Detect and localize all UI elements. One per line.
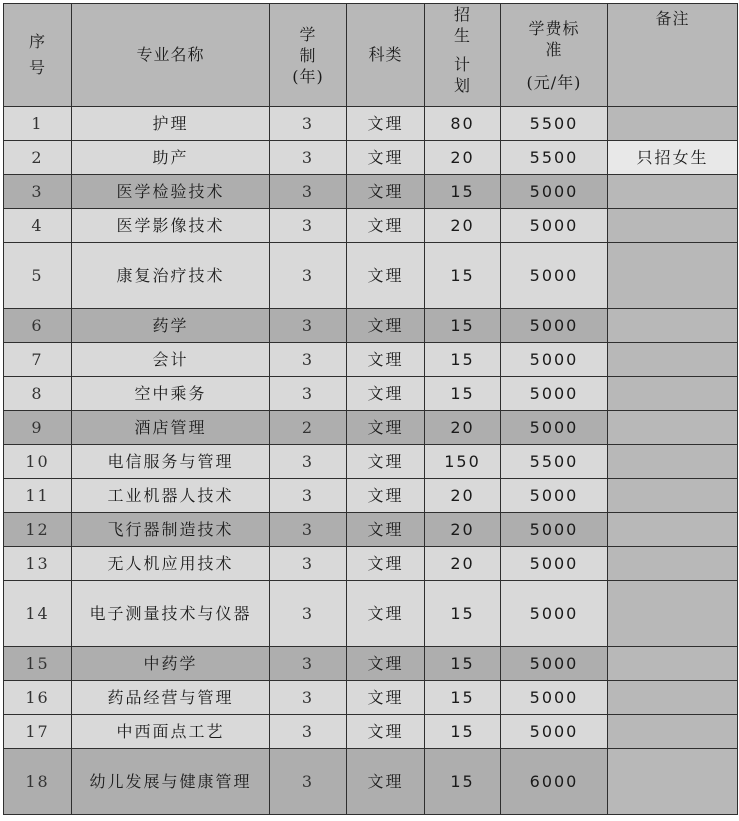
cell-major: 酒店管理 — [72, 411, 270, 445]
cell-years: 3 — [270, 175, 347, 209]
cell-category: 文理 — [347, 513, 425, 547]
cell-years: 3 — [270, 513, 347, 547]
cell-years: 3 — [270, 209, 347, 243]
cell-plan: 20 — [425, 547, 501, 581]
cell-category: 文理 — [347, 175, 425, 209]
cell-major: 中药学 — [72, 647, 270, 681]
cell-plan: 15 — [425, 175, 501, 209]
cell-note — [608, 581, 738, 647]
cell-years: 2 — [270, 411, 347, 445]
cell-major: 康复治疗技术 — [72, 243, 270, 309]
cell-seq: 17 — [4, 715, 72, 749]
cell-major: 无人机应用技术 — [72, 547, 270, 581]
cell-plan: 20 — [425, 141, 501, 175]
cell-category: 文理 — [347, 209, 425, 243]
cell-major: 空中乘务 — [72, 377, 270, 411]
cell-category: 文理 — [347, 411, 425, 445]
cell-major: 药学 — [72, 309, 270, 343]
cell-plan: 15 — [425, 749, 501, 815]
header-category: 科类 — [347, 4, 425, 107]
cell-major: 电子测量技术与仪器 — [72, 581, 270, 647]
cell-note — [608, 243, 738, 309]
cell-years: 3 — [270, 715, 347, 749]
cell-major: 中西面点工艺 — [72, 715, 270, 749]
cell-seq: 7 — [4, 343, 72, 377]
cell-seq: 18 — [4, 749, 72, 815]
table-row — [4, 141, 738, 175]
cell-seq: 12 — [4, 513, 72, 547]
table-row — [4, 343, 738, 377]
cell-major: 会计 — [72, 343, 270, 377]
enrollment-table — [3, 3, 738, 815]
cell-note — [608, 681, 738, 715]
table-row — [4, 107, 738, 141]
header-row — [4, 4, 738, 107]
cell-seq: 2 — [4, 141, 72, 175]
cell-category: 文理 — [347, 547, 425, 581]
table-row — [4, 377, 738, 411]
cell-major: 助产 — [72, 141, 270, 175]
cell-fee: 5000 — [501, 411, 608, 445]
cell-seq: 14 — [4, 581, 72, 647]
header-plan: 招 生 计 划 — [425, 4, 501, 107]
cell-plan: 15 — [425, 243, 501, 309]
cell-category: 文理 — [347, 479, 425, 513]
cell-fee: 5500 — [501, 107, 608, 141]
cell-years: 3 — [270, 243, 347, 309]
cell-category: 文理 — [347, 445, 425, 479]
cell-plan: 150 — [425, 445, 501, 479]
cell-fee: 5000 — [501, 647, 608, 681]
cell-fee: 5000 — [501, 681, 608, 715]
cell-category: 文理 — [347, 715, 425, 749]
cell-plan: 20 — [425, 411, 501, 445]
cell-note — [608, 411, 738, 445]
cell-note — [608, 749, 738, 815]
cell-major: 飞行器制造技术 — [72, 513, 270, 547]
table-row — [4, 513, 738, 547]
cell-category: 文理 — [347, 749, 425, 815]
cell-years: 3 — [270, 479, 347, 513]
cell-note — [608, 175, 738, 209]
cell-fee: 5000 — [501, 513, 608, 547]
cell-fee: 5000 — [501, 479, 608, 513]
cell-plan: 15 — [425, 309, 501, 343]
cell-major: 医学影像技术 — [72, 209, 270, 243]
cell-years: 3 — [270, 107, 347, 141]
cell-fee: 5000 — [501, 309, 608, 343]
cell-major: 药品经营与管理 — [72, 681, 270, 715]
table-row — [4, 547, 738, 581]
cell-note — [608, 547, 738, 581]
cell-seq: 9 — [4, 411, 72, 445]
header-fee: 学费标 准 (元/年) — [501, 4, 608, 107]
cell-fee: 5000 — [501, 547, 608, 581]
cell-note — [608, 377, 738, 411]
cell-category: 文理 — [347, 681, 425, 715]
cell-category: 文理 — [347, 647, 425, 681]
cell-major: 医学检验技术 — [72, 175, 270, 209]
cell-fee: 5000 — [501, 377, 608, 411]
table-row — [4, 715, 738, 749]
cell-note — [608, 309, 738, 343]
table-row — [4, 411, 738, 445]
cell-seq: 6 — [4, 309, 72, 343]
cell-fee: 5000 — [501, 209, 608, 243]
cell-note — [608, 647, 738, 681]
cell-fee: 5000 — [501, 715, 608, 749]
cell-category: 文理 — [347, 309, 425, 343]
cell-fee: 5000 — [501, 175, 608, 209]
table-row — [4, 681, 738, 715]
cell-note — [608, 479, 738, 513]
cell-note — [608, 209, 738, 243]
table-row — [4, 243, 738, 309]
header-note: 备注 — [608, 4, 738, 107]
cell-plan: 20 — [425, 513, 501, 547]
table-row — [4, 445, 738, 479]
cell-plan: 20 — [425, 479, 501, 513]
cell-fee: 5000 — [501, 581, 608, 647]
cell-plan: 20 — [425, 209, 501, 243]
cell-years: 3 — [270, 343, 347, 377]
cell-fee: 5000 — [501, 343, 608, 377]
cell-category: 文理 — [347, 343, 425, 377]
cell-seq: 10 — [4, 445, 72, 479]
cell-plan: 15 — [425, 715, 501, 749]
cell-major: 护理 — [72, 107, 270, 141]
cell-category: 文理 — [347, 581, 425, 647]
cell-years: 3 — [270, 581, 347, 647]
cell-seq: 8 — [4, 377, 72, 411]
table-row — [4, 175, 738, 209]
cell-note — [608, 715, 738, 749]
cell-major: 工业机器人技术 — [72, 479, 270, 513]
cell-category: 文理 — [347, 377, 425, 411]
table-row — [4, 581, 738, 647]
table-row — [4, 749, 738, 815]
cell-plan: 80 — [425, 107, 501, 141]
cell-plan: 15 — [425, 377, 501, 411]
cell-years: 3 — [270, 445, 347, 479]
cell-category: 文理 — [347, 243, 425, 309]
cell-seq: 15 — [4, 647, 72, 681]
header-major: 专业名称 — [72, 4, 270, 107]
cell-note — [608, 107, 738, 141]
cell-years: 3 — [270, 309, 347, 343]
cell-category: 文理 — [347, 107, 425, 141]
cell-years: 3 — [270, 141, 347, 175]
cell-seq: 1 — [4, 107, 72, 141]
cell-years: 3 — [270, 681, 347, 715]
cell-category: 文理 — [347, 141, 425, 175]
cell-major: 电信服务与管理 — [72, 445, 270, 479]
cell-fee: 5000 — [501, 243, 608, 309]
table-row — [4, 309, 738, 343]
table-row — [4, 647, 738, 681]
cell-plan: 15 — [425, 581, 501, 647]
table-row — [4, 479, 738, 513]
cell-seq: 11 — [4, 479, 72, 513]
cell-seq: 13 — [4, 547, 72, 581]
cell-plan: 15 — [425, 343, 501, 377]
table-row — [4, 209, 738, 243]
cell-major: 幼儿发展与健康管理 — [72, 749, 270, 815]
cell-fee: 6000 — [501, 749, 608, 815]
header-years: 学 制 (年) — [270, 4, 347, 107]
cell-note — [608, 445, 738, 479]
cell-seq: 16 — [4, 681, 72, 715]
cell-years: 3 — [270, 547, 347, 581]
cell-seq: 4 — [4, 209, 72, 243]
cell-years: 3 — [270, 647, 347, 681]
cell-plan: 15 — [425, 681, 501, 715]
cell-seq: 5 — [4, 243, 72, 309]
cell-plan: 15 — [425, 647, 501, 681]
cell-note — [608, 343, 738, 377]
cell-fee: 5500 — [501, 445, 608, 479]
cell-note: 只招女生 — [608, 141, 738, 175]
cell-years: 3 — [270, 749, 347, 815]
cell-seq: 3 — [4, 175, 72, 209]
header-seq: 序 号 — [4, 4, 72, 107]
cell-note — [608, 513, 738, 547]
cell-fee: 5500 — [501, 141, 608, 175]
cell-years: 3 — [270, 377, 347, 411]
